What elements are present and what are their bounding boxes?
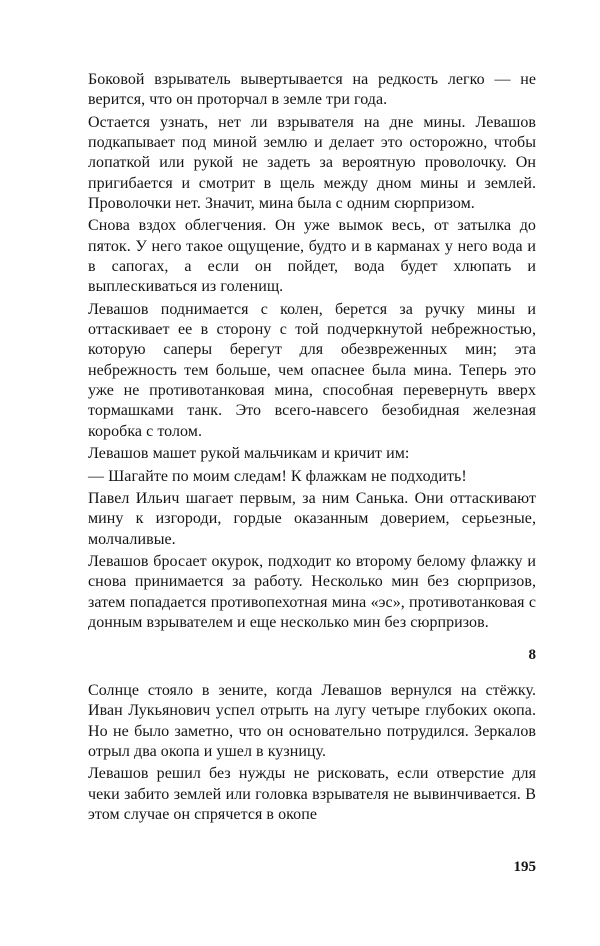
paragraph: Снова вздох облегчения. Он уже вымок весь, от затылка до пяток. У него такое ощущение, будто и в карманах у него вода и в сапогах, а если он пойдет, вода будет хлюпать и выплескиваться из голенищ.: [88, 217, 536, 296]
page-number: 195: [513, 859, 536, 875]
paragraph: Боковой взрыватель вывертывается на редкость легко — не верится, что он проторчал в земле три года.: [88, 71, 536, 109]
paragraph: Левашов решил без нужды не рисковать, если отверстие для чеки забито землей или головка взрывателя не вывинчивается. В этом случае он спрячется в окопе: [88, 765, 536, 823]
text-block-top: [88, 70, 536, 636]
paragraph: Павел Ильич шагает первым, за ним Санька. Они оттаскивают мину к изгороди, гордые оказанным доверием, серьезные, молчаливые.: [88, 490, 536, 548]
paragraph: Солнце стояло в зените, когда Левашов вернулся на стёжку. Иван Лукьянович успел отрыть на лугу четыре глубоких окопа. Но не было заметно, что он основательно потрудился. Зеркалов отрыл два окопа и ушел в кузницу.: [88, 682, 536, 760]
paragraph: Левашов машет рукой мальчикам и кричит им:: [88, 445, 410, 463]
chapter-number: 8: [528, 647, 536, 663]
text-block-bottom: [88, 681, 536, 827]
paragraph: Левашов бросает окурок, подходит ко второму белому флажку и снова принимается за работу. Несколько мин без сюрпризов, затем попадается противопехотная мина «эс», противотанковая с донным взрывателем и еще несколько мин без сюрпризов.: [88, 553, 536, 632]
paragraph: Левашов поднимается с колен, берется за ручку мины и оттаскивает ее в сторону с той подчеркнутой небрежностью, которую саперы берегут для обезвреженных мин; эта небрежность тем больше, чем опаснее была мина. Теперь это уже не противотанковая мина, способная перевернуть вверх тормашками танк. Это всего-навсего безобидная железная коробка с толом.: [88, 300, 536, 440]
paragraph: Остается узнать, нет ли взрывателя на дне мины. Левашов подкапывает под миной землю и делает это осторожно, чтобы лопаткой или рукой не задеть за вероятную проволочку. Он пригибается и смотрит в щель между дном мины и землей. Проволочки нет. Значит, мина была с одним сюрпризом.: [88, 113, 536, 212]
paragraph: — Шагайте по моим следам! К флажкам не подходить!: [88, 467, 467, 485]
